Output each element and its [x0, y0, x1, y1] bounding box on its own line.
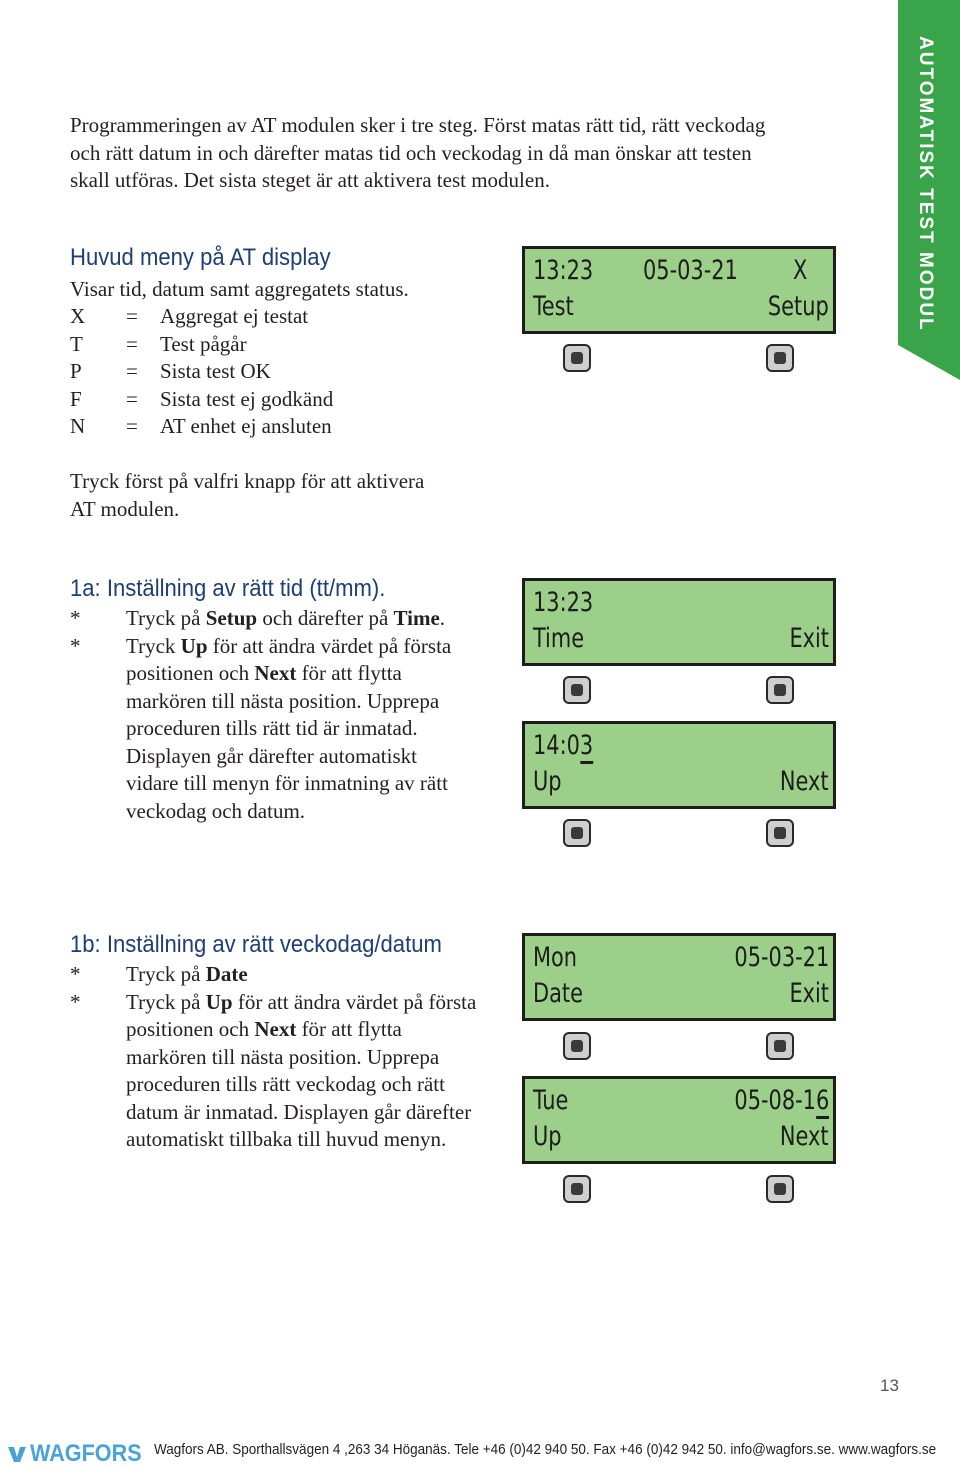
left-button[interactable] [563, 676, 591, 704]
lcd-time [533, 730, 593, 761]
section-1a-heading: 1a: Inställning av rätt tid (tt/mm). [70, 575, 386, 602]
right-button[interactable] [766, 344, 794, 372]
step-item [70, 633, 470, 826]
status-text: Sista test ej godkänd [160, 386, 334, 411]
company-logo [8, 1440, 154, 1468]
step-keyword: Time [393, 606, 440, 630]
lcd-left-label: Up [533, 1121, 562, 1152]
status-eq: = [126, 386, 138, 411]
status-code: X [70, 304, 86, 328]
step-keyword: Setup [205, 606, 258, 630]
right-button[interactable] [766, 1032, 794, 1060]
lcd-status: X [793, 255, 808, 286]
step-text: . [439, 606, 446, 630]
lcd-right-label: Exit [789, 623, 829, 654]
lcd-day: Mon [533, 942, 578, 973]
step-keyword: Next [254, 1017, 297, 1041]
intro-paragraph: Programmeringen av AT modulen sker i tre steg. Först matas rätt tid, rätt veckodag och rätt datum in och därefter matas tid och veckodag in då man önskar att testen skall utföras. Det sista steget är att aktivera test modulen. [70, 113, 766, 192]
side-tab-label: AUTOMATISK TEST MODUL [915, 36, 936, 332]
status-code: P [70, 359, 82, 383]
status-code: F [70, 386, 82, 411]
step-keyword: Up [205, 989, 233, 1014]
lcd-cursor-digit: 6 [816, 1085, 829, 1119]
lcd-left-label: Date [533, 978, 583, 1009]
status-row [70, 386, 333, 414]
logo-mark-icon [8, 1445, 26, 1463]
section-1b-heading: 1b: Inställning av rätt veckodag/datum [70, 931, 442, 958]
lcd-time: 13:23 [533, 255, 594, 286]
step-item [70, 989, 480, 1154]
status-row [70, 358, 333, 386]
lcd-cursor-digit: 3 [580, 730, 593, 764]
step-text: och därefter på [257, 606, 394, 630]
right-button[interactable] [766, 676, 794, 704]
status-eq: = [126, 414, 138, 438]
step-item [70, 605, 470, 633]
date-edit-lcd-display [522, 1076, 836, 1164]
time-edit-lcd-display [522, 721, 836, 809]
status-eq: = [126, 359, 138, 383]
main-lcd-display [522, 246, 836, 334]
lcd-left-label: Test [533, 291, 574, 322]
lcd-line-2 [531, 766, 829, 802]
logo-text: WAGFORS [30, 1440, 142, 1467]
right-button[interactable] [766, 1175, 794, 1203]
step-text: Tryck [126, 633, 181, 658]
status-row [70, 303, 333, 331]
status-text: AT enhet ej ansluten [160, 414, 332, 438]
lcd-right-label: Next [780, 1121, 829, 1152]
bullet-star: * [70, 633, 81, 658]
step-keyword: Next [254, 661, 297, 685]
lcd-right-label: Next [780, 766, 829, 797]
lcd-left-label: Up [533, 766, 562, 797]
left-button[interactable] [563, 344, 591, 372]
date-lcd-display [522, 933, 836, 1021]
lcd-line-1 [531, 1085, 829, 1121]
status-text: Aggregat ej testat [160, 304, 309, 328]
lcd-line-2 [531, 978, 829, 1014]
step-text: Tryck på [126, 989, 206, 1014]
page-number: 13 [880, 1376, 899, 1395]
lcd-date: 05-03-21 [643, 255, 738, 286]
step-text: för att ändra värdet på första positionen och [126, 989, 477, 1041]
lcd-day: Tue [533, 1085, 569, 1116]
lcd-line-1 [531, 587, 829, 623]
status-code-list [70, 303, 333, 441]
bullet-star: * [70, 962, 81, 986]
time-lcd-display [522, 578, 836, 666]
lcd-time-text: 14:0 [533, 730, 580, 761]
section-1b-steps [70, 961, 480, 1154]
footer-contact: Wagfors AB. Sporthallsvägen 4 ,263 34 Höganäs. Tele +46 (0)42 940 50. Fax +46 (0)42 942 50. info@wagfors.se. www.wagfors.se [154, 1441, 937, 1458]
lcd-right-label: Setup [768, 291, 829, 322]
right-button[interactable] [766, 819, 794, 847]
status-code: N [70, 414, 86, 438]
step-text: Tryck på [126, 962, 206, 986]
lcd-left-label: Time [533, 623, 585, 654]
step-text: Tryck på [126, 606, 206, 630]
lcd-line-2 [531, 1121, 829, 1157]
status-eq: = [126, 331, 138, 356]
left-button[interactable] [563, 1175, 591, 1203]
step-keyword: Up [180, 633, 208, 658]
lcd-time: 13:23 [533, 587, 594, 618]
lcd-line-1 [531, 730, 829, 766]
step-item [70, 961, 480, 989]
left-button[interactable] [563, 1032, 591, 1060]
lcd-date [734, 1085, 829, 1116]
main-menu-subtitle: Visar tid, datum samt aggregatets status. [70, 277, 409, 301]
bullet-star: * [70, 606, 81, 630]
step-keyword: Date [205, 962, 248, 986]
step-text: för att ändra värdet på första positionen och [126, 633, 452, 685]
status-text: Sista test OK [160, 359, 271, 383]
left-button[interactable] [563, 819, 591, 847]
lcd-line-1 [531, 942, 829, 978]
status-text: Test pågår [160, 331, 247, 356]
lcd-date: 05-03-21 [734, 942, 829, 973]
step-text: för att flytta markören till nästa position. Upprepa proceduren tills rätt tid är inmatad. Displayen går därefter automatiskt vidare till menyn för inmatning av rätt veckodag och datum. [126, 661, 448, 823]
lcd-line-2 [531, 623, 829, 659]
section-1a-steps [70, 605, 470, 825]
step-text: för att flytta markören till nästa position. Upprepa proceduren tills rätt veckodag och rätt datum är inmatad. Displayen går därefter automatiskt tillbaka till huvud menyn. [126, 1017, 472, 1151]
bullet-star: * [70, 989, 81, 1014]
status-row [70, 413, 333, 441]
lcd-date-text: 05-08-1 [734, 1085, 816, 1116]
main-menu-heading: Huvud meny på AT display [70, 244, 331, 271]
lcd-line-1 [531, 255, 829, 291]
status-code: T [70, 331, 83, 356]
status-row [70, 331, 333, 359]
lcd-right-label: Exit [789, 978, 829, 1009]
lcd-line-2 [531, 291, 829, 327]
press-note: Tryck först på valfri knapp för att aktivera AT modulen. [70, 469, 425, 521]
status-eq: = [126, 304, 138, 328]
